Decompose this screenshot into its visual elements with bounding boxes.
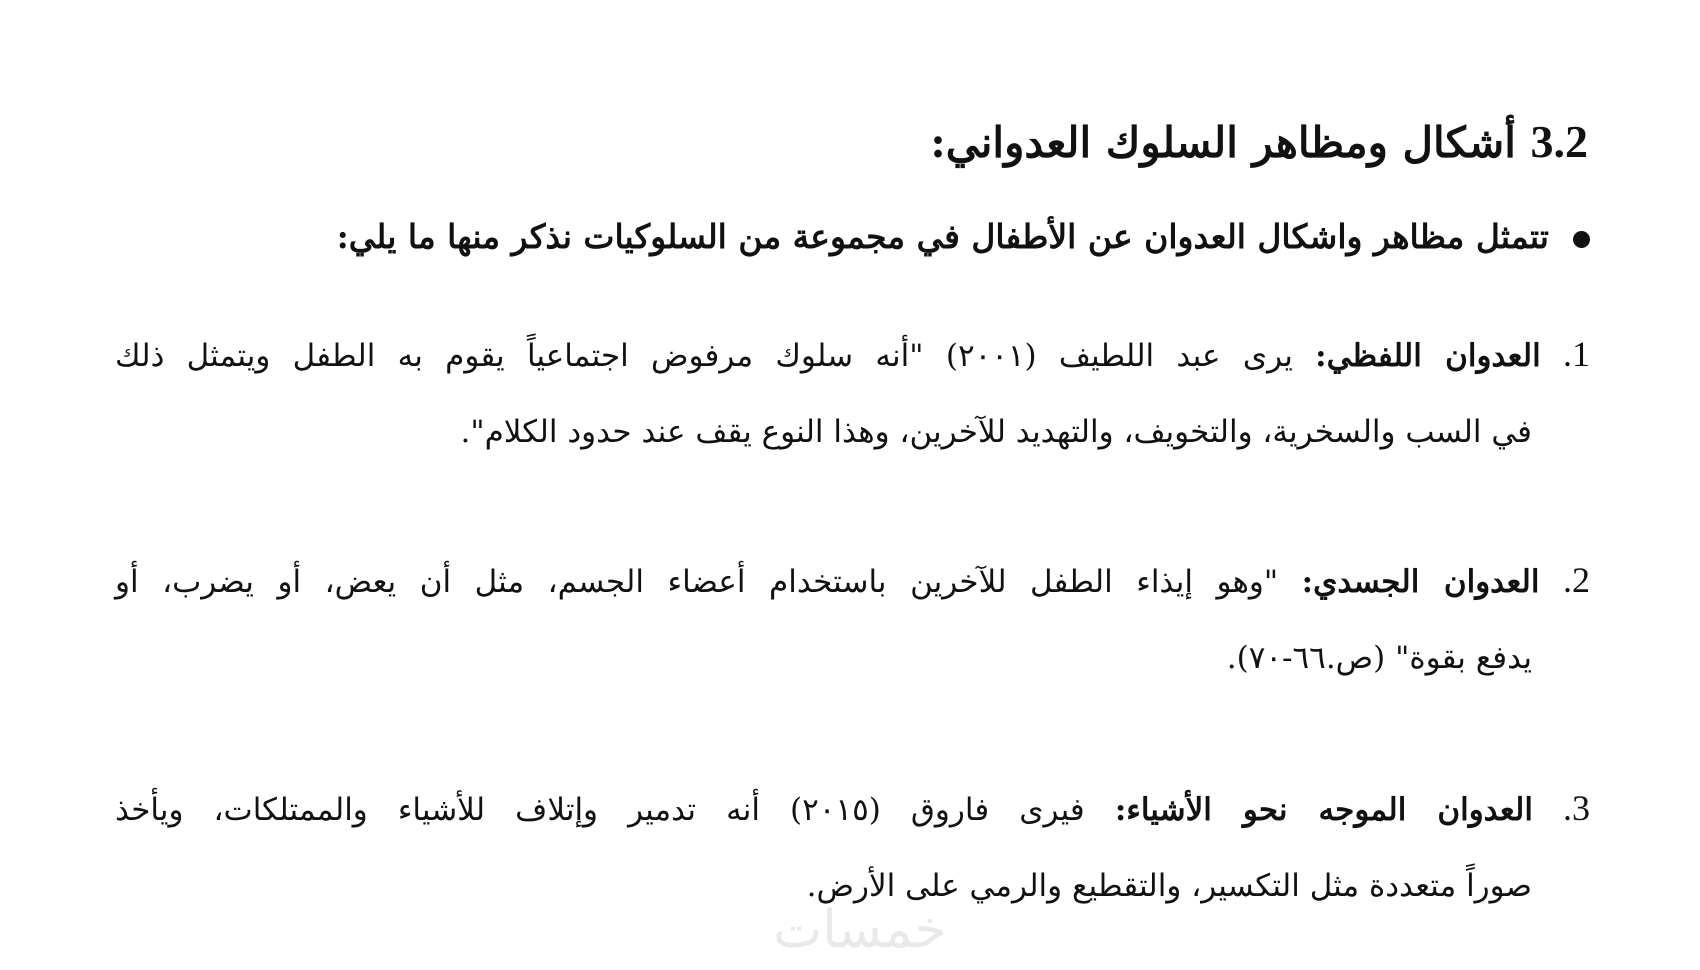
section-heading	[930, 112, 1588, 173]
list-item-physical-aggression	[115, 542, 1590, 696]
section-number: 3.2	[1530, 116, 1588, 167]
intro-bullet-text: تتمثل مظاهر واشكال العدوان عن الأطفال في مجموعة من السلوكيات نذكر منها ما يلي:	[336, 217, 1549, 256]
list-item-verbal-aggression	[115, 316, 1590, 470]
list-marker: 1.	[1563, 334, 1590, 374]
list-marker: 3.	[1563, 788, 1591, 828]
list-item-term: العدوان الموجه نحو الأشياء:	[1114, 792, 1533, 828]
list-item-text: فيرى فاروق (٢٠١٥) أنه تدمير وإتلاف للأشياء والممتلكات، ويأخذ	[115, 792, 1085, 828]
list-item-line	[115, 542, 1590, 620]
list-item-continuation: في السب والسخرية، والتخويف، والتهديد للآخرين، وهذا النوع يقف عند حدود الكلام".	[460, 414, 1532, 450]
list-item-term: العدوان اللفظي:	[1315, 338, 1541, 374]
list-item-line	[115, 770, 1590, 848]
watermark-logo: خمسات	[773, 900, 947, 960]
bullet-dot-icon	[1573, 231, 1590, 248]
section-title: أشكال ومظاهر السلوك العدواني:	[930, 118, 1516, 167]
list-item-text: "وهو إيذاء الطفل للآخرين باستخدام أعضاء الجسم، مثل أن يعض، أو يضرب، أو	[115, 564, 1279, 600]
list-item-line	[115, 316, 1590, 394]
list-item-term: العدوان الجسدي:	[1301, 564, 1540, 600]
list-item-continuation: يدفع بقوة" (ص.٦٦-٧٠).	[1226, 640, 1532, 676]
intro-bullet	[337, 212, 1590, 262]
list-item-continuation: صوراً متعددة مثل التكسير، والتقطيع والرمي على الأرض.	[806, 868, 1532, 904]
list-item-text: يرى عبد اللطيف (٢٠٠١) "أنه سلوك مرفوض اجتماعياً يقوم به الطفل ويتمثل ذلك	[115, 338, 1293, 374]
list-marker: 2.	[1563, 560, 1591, 600]
